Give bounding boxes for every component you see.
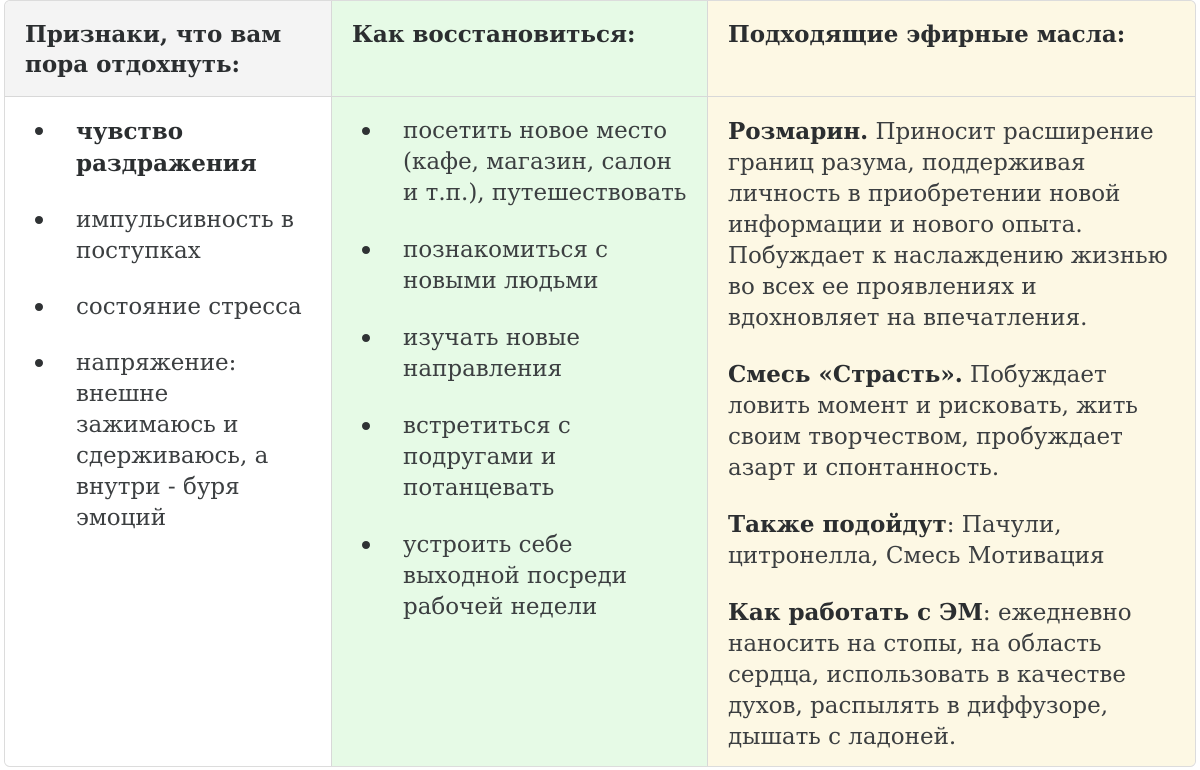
list-item bbox=[25, 205, 311, 267]
column-header-recovery: Как восстановиться: bbox=[332, 1, 707, 97]
list-item bbox=[25, 116, 311, 180]
bullet-icon bbox=[35, 127, 43, 135]
list-item bbox=[25, 348, 311, 534]
list-item-text: устроить себе выходной посреди рабочей недели bbox=[403, 532, 627, 620]
list-item bbox=[352, 323, 687, 385]
list-item-text: познакомиться с новыми людьми bbox=[403, 237, 609, 294]
column-body-recovery bbox=[332, 98, 707, 649]
column-body-oils bbox=[708, 98, 1195, 767]
bullet-icon bbox=[362, 541, 370, 549]
signs-list bbox=[25, 116, 311, 534]
paragraph-text: : ежедневно наносить на стопы, на область сердца, использовать в качестве духов, распылять в диффузоре, дышать с ладоней. bbox=[728, 600, 1132, 750]
oil-paragraph-usage bbox=[728, 597, 1175, 753]
oil-paragraph-rosemary bbox=[728, 116, 1175, 334]
paragraph-text: Приносит расширение границ разума, поддерживая личность в приобретении новой информации и нового опыта. Побуждает к наслаждению жизнью во всех ее проявлениях и вдохновляет на впечатления. bbox=[728, 119, 1168, 331]
recovery-list bbox=[352, 116, 687, 623]
list-item-text: посетить новое место (кафе, магазин, салон и т.п.), путешествовать bbox=[403, 118, 687, 206]
list-item-text: состояние стресса bbox=[76, 294, 302, 320]
list-item-text: изучать новые направления bbox=[403, 325, 580, 382]
list-item-text: чувство раздражения bbox=[76, 118, 257, 177]
list-item bbox=[352, 235, 687, 297]
paragraph-lead: Как работать с ЭМ bbox=[728, 599, 983, 626]
column-recovery bbox=[332, 1, 708, 766]
paragraph-lead: Смесь «Страсть». bbox=[728, 361, 963, 388]
list-item bbox=[25, 292, 311, 323]
bullet-icon bbox=[362, 334, 370, 342]
oil-paragraph-also-suitable bbox=[728, 509, 1175, 572]
column-oils bbox=[708, 1, 1195, 766]
bullet-icon bbox=[35, 359, 43, 367]
oil-paragraph-passion-blend bbox=[728, 359, 1175, 484]
paragraph-text: : Пачули, цитронелла, Смесь Мотивация bbox=[728, 512, 1105, 569]
bullet-icon bbox=[362, 422, 370, 430]
column-header-oils: Подходящие эфирные масла: bbox=[708, 1, 1195, 97]
info-table bbox=[4, 0, 1196, 767]
paragraph-text: Побуждает ловить момент и рисковать, жить своим творчеством, пробуждает азарт и спонтанность. bbox=[728, 362, 1138, 481]
paragraph-lead: Розмарин. bbox=[728, 118, 869, 145]
bullet-icon bbox=[362, 246, 370, 254]
bullet-icon bbox=[362, 127, 370, 135]
bullet-icon bbox=[35, 216, 43, 224]
column-signs bbox=[5, 1, 332, 766]
bullet-icon bbox=[35, 303, 43, 311]
list-item-text: импульсивность в поступках bbox=[76, 207, 294, 264]
list-item bbox=[352, 530, 687, 623]
column-header-signs: Признаки, что вам пора отдохнуть: bbox=[5, 1, 331, 97]
list-item bbox=[352, 116, 687, 209]
list-item-text: встретиться с подругами и потанцевать bbox=[403, 413, 571, 501]
list-item-text: напряжение: внешне зажимаюсь и сдерживаюсь, а внутри - буря эмоций bbox=[76, 350, 269, 531]
column-body-signs bbox=[5, 98, 331, 559]
paragraph-lead: Также подойдут bbox=[728, 511, 947, 538]
list-item bbox=[352, 411, 687, 504]
